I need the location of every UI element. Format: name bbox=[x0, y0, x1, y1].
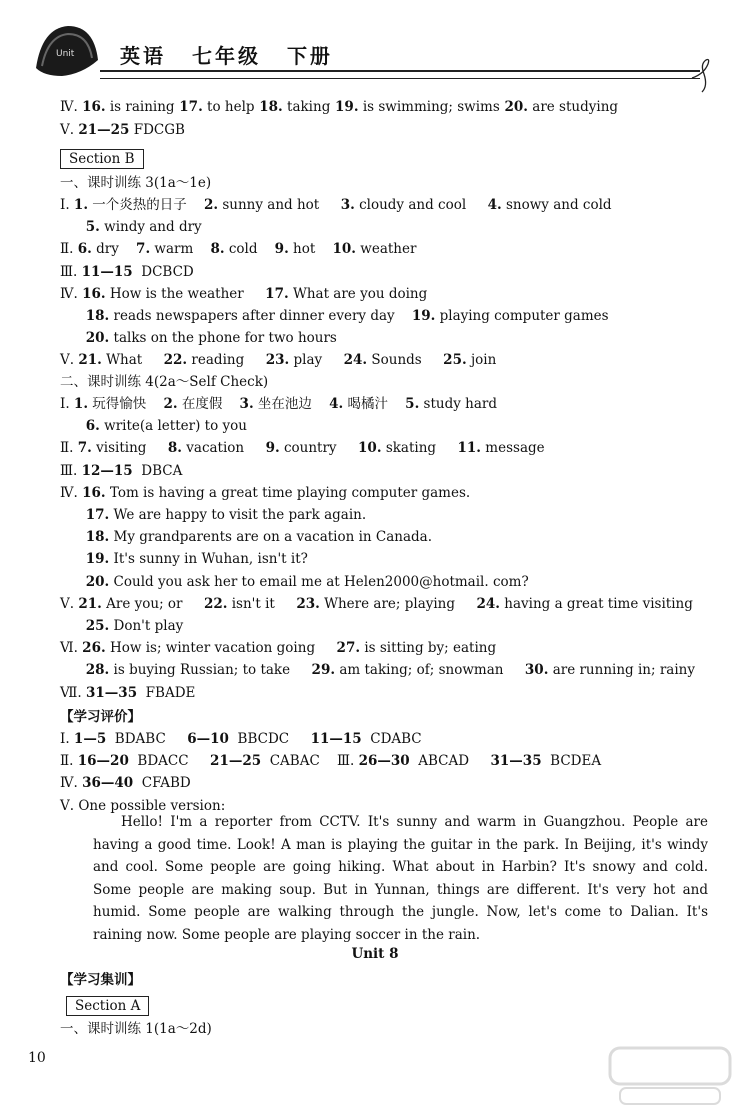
answer-text: join bbox=[466, 352, 497, 369]
answer-text: 喝橘汁 bbox=[343, 396, 406, 412]
item-number: 17. bbox=[85, 507, 110, 523]
header-volume: 下册 bbox=[286, 44, 333, 68]
item-number: 26—30 bbox=[358, 753, 410, 770]
item-number: 3. bbox=[239, 396, 254, 412]
lesson4-line bbox=[60, 595, 693, 613]
item-number: 19. bbox=[85, 551, 110, 568]
answer-text: Are you; or bbox=[101, 595, 204, 612]
item-number: 16—20 bbox=[77, 753, 129, 770]
answer-text bbox=[60, 219, 86, 235]
sample-essay: Hello! I'm a reporter from CCTV. It's sunny and warm in Guangzhou. People are having a good time. Look! A man is playing the guitar in the park. In Beijing, it's windy and cool. Some people are going hiking. What about in Harbin? It's snowy and cold. Some people are making soup. But in Yunnan, things are different. It's very hot and humid. Some people are walking through the jungle. Now, let's come to Dalian. It's raining now. Some people are playing soccer in the rain. bbox=[93, 814, 708, 943]
item-number: 26. bbox=[82, 640, 106, 657]
evaluation-line bbox=[60, 774, 191, 792]
item-number: 23. bbox=[296, 595, 320, 612]
answer-text: Ⅰ. bbox=[60, 731, 74, 747]
item-number: 23. bbox=[265, 352, 290, 369]
evaluation-line bbox=[60, 730, 422, 748]
answer-text: BDACC bbox=[128, 753, 211, 770]
answer-text: DCBCD bbox=[132, 263, 194, 280]
answer-text: ABCAD bbox=[409, 753, 491, 770]
item-number: 1. bbox=[73, 396, 89, 412]
answer-text: Ⅱ. bbox=[60, 241, 78, 258]
item-number: 20. bbox=[499, 99, 528, 115]
item-number: 8. bbox=[167, 440, 182, 457]
item-number: 6. bbox=[77, 241, 92, 258]
lesson4-line bbox=[60, 639, 496, 657]
answer-text: Don't play bbox=[109, 618, 184, 634]
item-number: 2. bbox=[203, 197, 219, 213]
answer-text: Ⅱ. bbox=[60, 753, 78, 770]
answer-text: Could you ask her to email me at Helen2000@hotmail. com? bbox=[109, 573, 529, 590]
answer-text: sunny and hot bbox=[218, 197, 341, 213]
answer-text: Ⅲ. bbox=[60, 263, 82, 280]
answer-text: to help bbox=[202, 99, 255, 115]
item-number: 17. bbox=[174, 99, 203, 115]
answer-text bbox=[60, 330, 86, 346]
lesson4-line bbox=[60, 395, 497, 413]
answer-text: country bbox=[279, 440, 359, 457]
item-number: 19. bbox=[411, 308, 436, 324]
answer-line bbox=[60, 98, 618, 116]
lesson4-title: 二、课时训练 4(2a～Self Check) bbox=[60, 374, 269, 390]
answer-text: taking bbox=[282, 99, 331, 115]
answer-text: reading bbox=[187, 352, 266, 369]
item-number: 11. bbox=[457, 440, 482, 457]
answer-text: BCDEA bbox=[541, 753, 602, 770]
answer-text: reads newspapers after dinner every day bbox=[109, 308, 412, 324]
answer-text: play bbox=[289, 352, 344, 369]
item-number: 30. bbox=[524, 662, 549, 679]
answer-text: Sounds bbox=[367, 352, 444, 369]
lesson3-line bbox=[60, 351, 496, 369]
item-number: 7. bbox=[77, 440, 92, 457]
item-number: 11—15 bbox=[310, 731, 362, 747]
answer-text bbox=[60, 308, 86, 324]
item-number: 10. bbox=[358, 440, 382, 457]
answer-text: CFABD bbox=[133, 775, 191, 792]
item-number: 27. bbox=[336, 640, 361, 657]
answer-text: Ⅳ. bbox=[60, 775, 83, 792]
answer-text: Ⅴ. bbox=[60, 352, 79, 369]
item-number: 7. bbox=[136, 241, 151, 258]
item-number: 11—15 bbox=[81, 263, 133, 280]
answer-text: weather bbox=[355, 241, 417, 258]
item-number: 24. bbox=[343, 352, 368, 369]
answer-text bbox=[60, 662, 86, 678]
answer-text: It's sunny in Wuhan, isn't it? bbox=[109, 551, 308, 568]
lesson3-line bbox=[60, 329, 337, 347]
lesson3-line bbox=[60, 240, 416, 258]
answer-text: Ⅳ. bbox=[60, 484, 83, 501]
evaluation-title: 【学习评价】 bbox=[60, 709, 141, 725]
lesson4-line bbox=[60, 617, 183, 635]
lesson4-line bbox=[60, 573, 529, 591]
answer-text: What bbox=[101, 352, 164, 369]
lesson3-line bbox=[60, 196, 612, 214]
answer-line bbox=[60, 121, 185, 139]
unit-title: Unit 8 bbox=[351, 946, 399, 962]
item-number: 28. bbox=[85, 662, 110, 679]
lesson1-title: 一、课时训练 1(1a～2d) bbox=[60, 1021, 212, 1037]
answer-text: visiting bbox=[91, 440, 168, 457]
answer-text: Ⅴ. One possible version: bbox=[60, 797, 226, 814]
answer-text: vacation bbox=[181, 440, 266, 457]
answer-text: FDCGB bbox=[129, 122, 185, 138]
lesson4-line bbox=[60, 661, 695, 679]
answer-text: Ⅳ. bbox=[60, 285, 83, 302]
answer-text: Ⅴ. bbox=[60, 595, 79, 612]
answer-text: My grandparents are on a vacation in Canada. bbox=[109, 529, 433, 546]
section-a-label: Section A bbox=[66, 996, 149, 1016]
answer-text bbox=[60, 529, 86, 545]
answer-text: playing computer games bbox=[435, 308, 609, 324]
item-number: 10. bbox=[332, 241, 356, 258]
evaluation-line bbox=[60, 752, 601, 770]
lesson4-line bbox=[60, 528, 432, 546]
svg-text:Unit: Unit bbox=[56, 49, 75, 59]
answer-text: study hard bbox=[419, 396, 498, 412]
item-number: 31—35 bbox=[490, 753, 542, 770]
watermark-logo-icon bbox=[600, 1040, 740, 1110]
answer-text: cloudy and cool bbox=[354, 197, 488, 213]
answer-text: We are happy to visit the park again. bbox=[109, 507, 367, 523]
answer-text: Ⅲ. bbox=[60, 462, 82, 479]
item-number: 25. bbox=[85, 618, 110, 634]
answer-text: Ⅰ. bbox=[60, 396, 74, 412]
lesson3-line bbox=[60, 307, 609, 325]
item-number: 18. bbox=[85, 529, 110, 546]
item-number: 3. bbox=[340, 197, 355, 213]
item-number: 5. bbox=[405, 396, 420, 412]
item-number: 25. bbox=[443, 352, 467, 369]
answer-text: CABAC Ⅲ. bbox=[261, 753, 359, 770]
answer-text: is buying Russian; to take bbox=[109, 662, 312, 679]
answer-text: What are you doing bbox=[288, 285, 428, 302]
item-number: 21—25 bbox=[210, 753, 262, 770]
lesson4-line bbox=[60, 439, 545, 457]
answer-text: Ⅶ. bbox=[60, 684, 87, 701]
answer-text: isn't it bbox=[227, 595, 297, 612]
answer-text: How is the weather bbox=[105, 285, 266, 302]
section-b-label: Section B bbox=[60, 149, 144, 169]
answer-text: windy and dry bbox=[99, 219, 202, 236]
answer-text: Tom is having a great time playing computer games. bbox=[105, 484, 471, 501]
lesson4-line bbox=[60, 684, 195, 702]
answer-text: DBCA bbox=[132, 462, 183, 479]
answer-text: 在度假 bbox=[177, 396, 240, 412]
item-number: 6. bbox=[85, 418, 100, 435]
lesson4-line bbox=[60, 417, 247, 435]
answer-text: am taking; of; snowman bbox=[335, 662, 525, 679]
answer-text: having a great time visiting bbox=[499, 595, 693, 612]
item-number: 22. bbox=[203, 595, 228, 612]
answer-text: BDABC bbox=[106, 731, 188, 747]
item-number: 22. bbox=[163, 352, 188, 369]
answer-text: talks on the phone for two hours bbox=[109, 330, 337, 347]
answer-text: dry bbox=[91, 241, 137, 258]
answer-text: warm bbox=[150, 241, 211, 258]
item-number: 20. bbox=[85, 573, 110, 590]
answer-text: CDABC bbox=[361, 731, 422, 747]
item-number: 21. bbox=[78, 595, 102, 612]
item-number: 21—25 bbox=[78, 122, 130, 138]
lesson4-line bbox=[60, 506, 366, 524]
lesson4-line bbox=[60, 550, 308, 568]
answer-text: Ⅳ. bbox=[60, 99, 83, 115]
answer-text: BBCDC bbox=[228, 731, 311, 747]
answer-text: 坐在池边 bbox=[253, 396, 330, 412]
answer-text: 玩得愉快 bbox=[88, 396, 164, 412]
answer-text: hot bbox=[288, 241, 333, 258]
answer-text: FBADE bbox=[137, 684, 196, 701]
item-number: 6—10 bbox=[187, 731, 229, 747]
item-number: 17. bbox=[265, 285, 289, 302]
item-number: 20. bbox=[85, 330, 110, 347]
answer-text: is sitting by; eating bbox=[360, 640, 497, 657]
item-number: 16. bbox=[82, 99, 106, 115]
collection-title: 【学习集训】 bbox=[60, 972, 141, 988]
item-number: 16. bbox=[82, 285, 106, 302]
answer-text: Ⅰ. bbox=[60, 197, 74, 213]
answer-text: message bbox=[481, 440, 545, 457]
answer-text bbox=[60, 618, 86, 634]
item-number: 29. bbox=[311, 662, 336, 679]
item-number: 1. bbox=[73, 197, 89, 213]
answer-text: Ⅱ. bbox=[60, 440, 78, 457]
item-number: 36—40 bbox=[82, 775, 134, 792]
item-number: 2. bbox=[163, 396, 178, 412]
answer-text bbox=[60, 574, 86, 590]
lesson3-title: 一、课时训练 3(1a～1e) bbox=[60, 175, 212, 191]
item-number: 18. bbox=[85, 308, 110, 324]
item-number: 4. bbox=[487, 197, 502, 213]
answer-text bbox=[60, 551, 86, 567]
answer-text: are studying bbox=[527, 99, 619, 115]
item-number: 31—35 bbox=[86, 684, 138, 701]
lesson3-line bbox=[60, 285, 427, 303]
item-number: 8. bbox=[210, 241, 225, 258]
answer-text: snowy and cold bbox=[501, 197, 612, 213]
answer-text bbox=[60, 418, 86, 434]
item-number: 5. bbox=[85, 219, 100, 236]
answer-text: Where are; playing bbox=[319, 595, 477, 612]
answer-text: 一个炎热的日子 bbox=[88, 197, 204, 213]
evaluation-line bbox=[60, 797, 225, 815]
lesson3-line bbox=[60, 263, 194, 281]
lesson4-line bbox=[60, 462, 182, 480]
answer-text: Ⅴ. bbox=[60, 122, 79, 138]
item-number: 4. bbox=[329, 396, 344, 412]
item-number: 9. bbox=[274, 241, 289, 258]
item-number: 24. bbox=[476, 595, 500, 612]
answer-text bbox=[60, 507, 86, 523]
item-number: 18. bbox=[254, 99, 283, 115]
lesson3-line bbox=[60, 218, 202, 236]
answer-text: is swimming; swims bbox=[358, 99, 500, 115]
answer-text: are running in; rainy bbox=[548, 662, 695, 679]
item-number: 21. bbox=[78, 352, 102, 369]
item-number: 16. bbox=[82, 484, 106, 501]
header-subject: 英语 bbox=[120, 44, 166, 68]
item-number: 9. bbox=[265, 440, 280, 457]
item-number: 19. bbox=[330, 99, 359, 115]
header-grade: 七年级 bbox=[191, 44, 261, 68]
answer-text: Ⅵ. bbox=[60, 640, 83, 657]
answer-text: write(a letter) to you bbox=[99, 418, 247, 435]
item-number: 1—5 bbox=[73, 731, 107, 747]
answer-text: How is; winter vacation going bbox=[105, 640, 337, 657]
lesson4-line bbox=[60, 484, 470, 502]
page-number: 10 bbox=[28, 1050, 46, 1066]
answer-text: cold bbox=[224, 241, 275, 258]
item-number: 12—15 bbox=[81, 462, 133, 479]
answer-text: is raining bbox=[105, 99, 175, 115]
answer-text: skating bbox=[381, 440, 458, 457]
